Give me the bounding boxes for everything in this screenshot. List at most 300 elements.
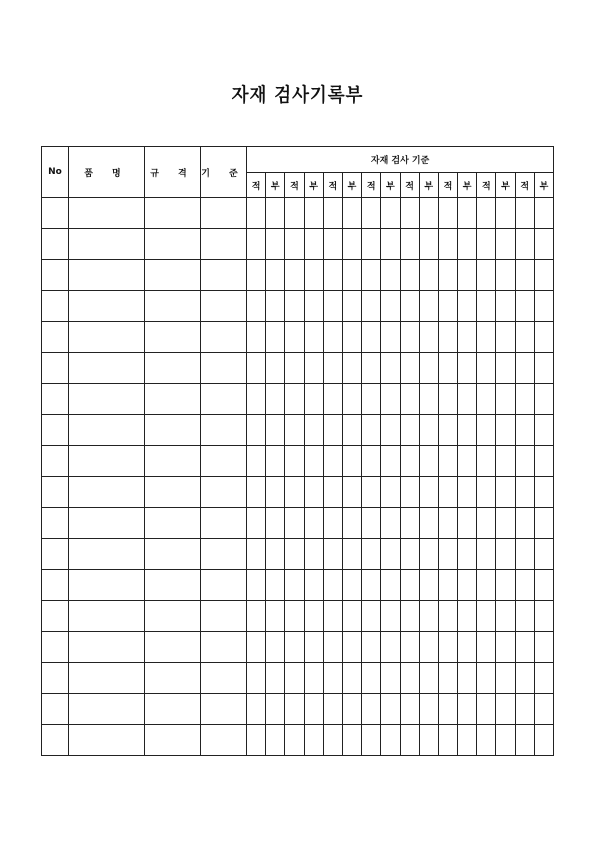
table-cell[interactable]	[42, 384, 69, 415]
table-cell[interactable]	[304, 570, 323, 601]
table-cell[interactable]	[285, 725, 304, 756]
table-cell[interactable]	[400, 353, 419, 384]
table-cell[interactable]	[477, 260, 496, 291]
table-cell[interactable]	[515, 694, 534, 725]
table-cell[interactable]	[323, 198, 342, 229]
table-cell[interactable]	[304, 446, 323, 477]
table-cell[interactable]	[323, 322, 342, 353]
table-cell[interactable]	[342, 663, 361, 694]
table-cell[interactable]	[381, 570, 400, 601]
table-cell[interactable]	[247, 291, 266, 322]
table-cell[interactable]	[201, 384, 247, 415]
table-cell[interactable]	[42, 601, 69, 632]
table-cell[interactable]	[477, 229, 496, 260]
table-cell[interactable]	[201, 694, 247, 725]
table-cell[interactable]	[400, 446, 419, 477]
table-cell[interactable]	[266, 291, 285, 322]
table-cell[interactable]	[69, 477, 145, 508]
table-cell[interactable]	[458, 570, 477, 601]
table-cell[interactable]	[362, 291, 381, 322]
table-cell[interactable]	[477, 508, 496, 539]
table-cell[interactable]	[285, 694, 304, 725]
table-cell[interactable]	[201, 601, 247, 632]
table-cell[interactable]	[515, 291, 534, 322]
table-cell[interactable]	[419, 632, 438, 663]
table-cell[interactable]	[496, 632, 515, 663]
table-cell[interactable]	[381, 446, 400, 477]
table-cell[interactable]	[42, 322, 69, 353]
table-cell[interactable]	[438, 446, 457, 477]
table-cell[interactable]	[381, 384, 400, 415]
table-cell[interactable]	[419, 415, 438, 446]
table-cell[interactable]	[400, 725, 419, 756]
table-cell[interactable]	[201, 322, 247, 353]
table-cell[interactable]	[304, 663, 323, 694]
table-cell[interactable]	[458, 539, 477, 570]
table-cell[interactable]	[145, 291, 201, 322]
table-cell[interactable]	[496, 570, 515, 601]
table-cell[interactable]	[201, 353, 247, 384]
table-cell[interactable]	[285, 291, 304, 322]
table-cell[interactable]	[438, 198, 457, 229]
table-cell[interactable]	[201, 229, 247, 260]
table-cell[interactable]	[304, 601, 323, 632]
table-cell[interactable]	[247, 415, 266, 446]
table-cell[interactable]	[419, 446, 438, 477]
table-cell[interactable]	[145, 570, 201, 601]
table-cell[interactable]	[285, 415, 304, 446]
table-cell[interactable]	[266, 322, 285, 353]
table-cell[interactable]	[381, 601, 400, 632]
table-cell[interactable]	[342, 198, 361, 229]
table-cell[interactable]	[247, 198, 266, 229]
table-cell[interactable]	[362, 632, 381, 663]
table-cell[interactable]	[304, 229, 323, 260]
table-cell[interactable]	[342, 539, 361, 570]
table-cell[interactable]	[400, 601, 419, 632]
table-cell[interactable]	[515, 384, 534, 415]
table-cell[interactable]	[69, 601, 145, 632]
table-cell[interactable]	[477, 663, 496, 694]
table-cell[interactable]	[496, 384, 515, 415]
table-cell[interactable]	[496, 322, 515, 353]
table-cell[interactable]	[145, 508, 201, 539]
table-cell[interactable]	[266, 198, 285, 229]
table-cell[interactable]	[323, 570, 342, 601]
table-cell[interactable]	[438, 663, 457, 694]
table-cell[interactable]	[247, 694, 266, 725]
table-cell[interactable]	[496, 663, 515, 694]
table-cell[interactable]	[342, 632, 361, 663]
table-cell[interactable]	[381, 694, 400, 725]
table-cell[interactable]	[342, 291, 361, 322]
table-cell[interactable]	[438, 632, 457, 663]
table-cell[interactable]	[458, 477, 477, 508]
table-cell[interactable]	[534, 322, 553, 353]
table-cell[interactable]	[266, 353, 285, 384]
table-cell[interactable]	[304, 477, 323, 508]
table-cell[interactable]	[323, 663, 342, 694]
table-cell[interactable]	[69, 229, 145, 260]
table-cell[interactable]	[304, 353, 323, 384]
table-cell[interactable]	[342, 322, 361, 353]
table-cell[interactable]	[285, 477, 304, 508]
table-cell[interactable]	[458, 601, 477, 632]
table-cell[interactable]	[515, 446, 534, 477]
table-cell[interactable]	[458, 384, 477, 415]
table-cell[interactable]	[285, 539, 304, 570]
table-cell[interactable]	[201, 291, 247, 322]
table-cell[interactable]	[42, 477, 69, 508]
table-cell[interactable]	[534, 198, 553, 229]
table-cell[interactable]	[362, 570, 381, 601]
table-cell[interactable]	[496, 229, 515, 260]
table-cell[interactable]	[247, 384, 266, 415]
table-cell[interactable]	[419, 322, 438, 353]
table-cell[interactable]	[69, 694, 145, 725]
table-cell[interactable]	[145, 353, 201, 384]
table-cell[interactable]	[438, 229, 457, 260]
table-cell[interactable]	[419, 291, 438, 322]
table-cell[interactable]	[496, 694, 515, 725]
table-cell[interactable]	[145, 725, 201, 756]
table-cell[interactable]	[42, 229, 69, 260]
table-cell[interactable]	[438, 725, 457, 756]
table-cell[interactable]	[145, 663, 201, 694]
table-cell[interactable]	[201, 508, 247, 539]
table-cell[interactable]	[304, 384, 323, 415]
table-cell[interactable]	[266, 539, 285, 570]
table-cell[interactable]	[362, 539, 381, 570]
table-cell[interactable]	[438, 539, 457, 570]
table-cell[interactable]	[534, 353, 553, 384]
table-cell[interactable]	[419, 229, 438, 260]
table-cell[interactable]	[458, 415, 477, 446]
table-cell[interactable]	[362, 508, 381, 539]
table-cell[interactable]	[145, 632, 201, 663]
table-cell[interactable]	[342, 725, 361, 756]
table-cell[interactable]	[247, 260, 266, 291]
table-cell[interactable]	[381, 291, 400, 322]
table-cell[interactable]	[342, 353, 361, 384]
table-cell[interactable]	[285, 446, 304, 477]
table-cell[interactable]	[362, 415, 381, 446]
table-cell[interactable]	[42, 694, 69, 725]
table-cell[interactable]	[247, 353, 266, 384]
table-cell[interactable]	[496, 415, 515, 446]
table-cell[interactable]	[458, 291, 477, 322]
table-cell[interactable]	[400, 694, 419, 725]
table-cell[interactable]	[438, 415, 457, 446]
table-cell[interactable]	[477, 601, 496, 632]
table-cell[interactable]	[362, 477, 381, 508]
table-cell[interactable]	[266, 446, 285, 477]
table-cell[interactable]	[145, 694, 201, 725]
table-cell[interactable]	[285, 508, 304, 539]
table-cell[interactable]	[247, 508, 266, 539]
table-cell[interactable]	[69, 663, 145, 694]
table-cell[interactable]	[477, 725, 496, 756]
table-cell[interactable]	[247, 322, 266, 353]
table-cell[interactable]	[515, 229, 534, 260]
table-cell[interactable]	[266, 725, 285, 756]
table-cell[interactable]	[458, 446, 477, 477]
table-cell[interactable]	[496, 725, 515, 756]
table-cell[interactable]	[496, 260, 515, 291]
table-cell[interactable]	[266, 229, 285, 260]
table-cell[interactable]	[534, 539, 553, 570]
table-cell[interactable]	[496, 291, 515, 322]
table-cell[interactable]	[285, 663, 304, 694]
table-cell[interactable]	[145, 601, 201, 632]
table-cell[interactable]	[247, 663, 266, 694]
table-cell[interactable]	[69, 353, 145, 384]
table-cell[interactable]	[515, 539, 534, 570]
table-cell[interactable]	[458, 508, 477, 539]
table-cell[interactable]	[477, 291, 496, 322]
table-cell[interactable]	[534, 229, 553, 260]
table-cell[interactable]	[342, 229, 361, 260]
table-cell[interactable]	[400, 291, 419, 322]
table-cell[interactable]	[381, 229, 400, 260]
table-cell[interactable]	[362, 601, 381, 632]
table-cell[interactable]	[362, 725, 381, 756]
table-cell[interactable]	[458, 353, 477, 384]
table-cell[interactable]	[477, 384, 496, 415]
table-cell[interactable]	[201, 663, 247, 694]
table-cell[interactable]	[201, 570, 247, 601]
table-cell[interactable]	[285, 570, 304, 601]
table-cell[interactable]	[438, 570, 457, 601]
table-cell[interactable]	[145, 229, 201, 260]
table-cell[interactable]	[266, 663, 285, 694]
table-cell[interactable]	[342, 477, 361, 508]
table-cell[interactable]	[515, 322, 534, 353]
table-cell[interactable]	[42, 570, 69, 601]
table-cell[interactable]	[247, 446, 266, 477]
table-cell[interactable]	[458, 198, 477, 229]
table-cell[interactable]	[285, 632, 304, 663]
table-cell[interactable]	[419, 570, 438, 601]
table-cell[interactable]	[304, 725, 323, 756]
table-cell[interactable]	[419, 477, 438, 508]
table-cell[interactable]	[534, 384, 553, 415]
table-cell[interactable]	[323, 415, 342, 446]
table-cell[interactable]	[458, 632, 477, 663]
table-cell[interactable]	[419, 725, 438, 756]
table-cell[interactable]	[42, 260, 69, 291]
table-cell[interactable]	[534, 415, 553, 446]
table-cell[interactable]	[381, 508, 400, 539]
table-cell[interactable]	[323, 446, 342, 477]
table-cell[interactable]	[323, 229, 342, 260]
table-cell[interactable]	[400, 198, 419, 229]
table-cell[interactable]	[201, 477, 247, 508]
table-cell[interactable]	[534, 570, 553, 601]
table-cell[interactable]	[381, 353, 400, 384]
table-cell[interactable]	[266, 632, 285, 663]
table-cell[interactable]	[496, 477, 515, 508]
table-cell[interactable]	[381, 322, 400, 353]
table-cell[interactable]	[69, 539, 145, 570]
table-cell[interactable]	[342, 601, 361, 632]
table-cell[interactable]	[42, 415, 69, 446]
table-cell[interactable]	[381, 415, 400, 446]
table-cell[interactable]	[323, 601, 342, 632]
table-cell[interactable]	[266, 384, 285, 415]
table-cell[interactable]	[477, 353, 496, 384]
table-cell[interactable]	[145, 260, 201, 291]
table-cell[interactable]	[381, 663, 400, 694]
table-cell[interactable]	[477, 198, 496, 229]
table-cell[interactable]	[534, 694, 553, 725]
table-cell[interactable]	[400, 663, 419, 694]
table-cell[interactable]	[515, 260, 534, 291]
table-cell[interactable]	[496, 198, 515, 229]
table-cell[interactable]	[42, 198, 69, 229]
table-cell[interactable]	[69, 632, 145, 663]
table-cell[interactable]	[69, 291, 145, 322]
table-cell[interactable]	[438, 601, 457, 632]
table-cell[interactable]	[42, 539, 69, 570]
table-cell[interactable]	[201, 260, 247, 291]
table-cell[interactable]	[458, 229, 477, 260]
table-cell[interactable]	[145, 539, 201, 570]
table-cell[interactable]	[247, 632, 266, 663]
table-cell[interactable]	[285, 601, 304, 632]
table-cell[interactable]	[145, 446, 201, 477]
table-cell[interactable]	[458, 725, 477, 756]
table-cell[interactable]	[477, 539, 496, 570]
table-cell[interactable]	[323, 353, 342, 384]
table-cell[interactable]	[285, 198, 304, 229]
table-cell[interactable]	[323, 260, 342, 291]
table-cell[interactable]	[400, 260, 419, 291]
table-cell[interactable]	[438, 291, 457, 322]
table-cell[interactable]	[42, 725, 69, 756]
table-cell[interactable]	[42, 508, 69, 539]
table-cell[interactable]	[247, 570, 266, 601]
table-cell[interactable]	[496, 601, 515, 632]
table-cell[interactable]	[201, 632, 247, 663]
table-cell[interactable]	[266, 260, 285, 291]
table-cell[interactable]	[515, 415, 534, 446]
table-cell[interactable]	[534, 725, 553, 756]
table-cell[interactable]	[515, 198, 534, 229]
table-cell[interactable]	[534, 601, 553, 632]
table-cell[interactable]	[438, 353, 457, 384]
table-cell[interactable]	[304, 415, 323, 446]
table-cell[interactable]	[342, 415, 361, 446]
table-cell[interactable]	[381, 260, 400, 291]
table-cell[interactable]	[477, 322, 496, 353]
table-cell[interactable]	[400, 322, 419, 353]
table-cell[interactable]	[419, 198, 438, 229]
table-cell[interactable]	[534, 632, 553, 663]
table-cell[interactable]	[69, 384, 145, 415]
table-cell[interactable]	[145, 384, 201, 415]
table-cell[interactable]	[400, 539, 419, 570]
table-cell[interactable]	[42, 663, 69, 694]
table-cell[interactable]	[247, 725, 266, 756]
table-cell[interactable]	[534, 260, 553, 291]
table-cell[interactable]	[400, 384, 419, 415]
table-cell[interactable]	[534, 446, 553, 477]
table-cell[interactable]	[69, 198, 145, 229]
table-cell[interactable]	[496, 353, 515, 384]
table-cell[interactable]	[515, 353, 534, 384]
table-cell[interactable]	[515, 725, 534, 756]
table-cell[interactable]	[304, 322, 323, 353]
table-cell[interactable]	[419, 539, 438, 570]
table-cell[interactable]	[362, 322, 381, 353]
table-cell[interactable]	[145, 477, 201, 508]
table-cell[interactable]	[42, 446, 69, 477]
table-cell[interactable]	[266, 508, 285, 539]
table-cell[interactable]	[362, 198, 381, 229]
table-cell[interactable]	[304, 508, 323, 539]
table-cell[interactable]	[247, 477, 266, 508]
table-cell[interactable]	[69, 508, 145, 539]
table-cell[interactable]	[69, 446, 145, 477]
table-cell[interactable]	[304, 291, 323, 322]
table-cell[interactable]	[381, 725, 400, 756]
table-cell[interactable]	[342, 260, 361, 291]
table-cell[interactable]	[285, 322, 304, 353]
table-cell[interactable]	[285, 260, 304, 291]
table-cell[interactable]	[69, 725, 145, 756]
table-cell[interactable]	[400, 632, 419, 663]
table-cell[interactable]	[534, 477, 553, 508]
table-cell[interactable]	[266, 415, 285, 446]
table-cell[interactable]	[515, 477, 534, 508]
table-cell[interactable]	[342, 570, 361, 601]
table-cell[interactable]	[362, 694, 381, 725]
table-cell[interactable]	[285, 229, 304, 260]
table-cell[interactable]	[438, 477, 457, 508]
table-cell[interactable]	[477, 632, 496, 663]
table-cell[interactable]	[438, 384, 457, 415]
table-cell[interactable]	[342, 694, 361, 725]
table-cell[interactable]	[304, 260, 323, 291]
table-cell[interactable]	[400, 229, 419, 260]
table-cell[interactable]	[362, 260, 381, 291]
table-cell[interactable]	[381, 539, 400, 570]
table-cell[interactable]	[515, 601, 534, 632]
table-cell[interactable]	[342, 446, 361, 477]
table-cell[interactable]	[419, 260, 438, 291]
table-cell[interactable]	[323, 632, 342, 663]
table-cell[interactable]	[304, 632, 323, 663]
table-cell[interactable]	[145, 415, 201, 446]
table-cell[interactable]	[419, 508, 438, 539]
table-cell[interactable]	[362, 229, 381, 260]
table-cell[interactable]	[419, 384, 438, 415]
table-cell[interactable]	[381, 477, 400, 508]
table-cell[interactable]	[534, 663, 553, 694]
table-cell[interactable]	[201, 725, 247, 756]
table-cell[interactable]	[342, 508, 361, 539]
table-cell[interactable]	[381, 632, 400, 663]
table-cell[interactable]	[477, 477, 496, 508]
table-cell[interactable]	[419, 663, 438, 694]
table-cell[interactable]	[201, 198, 247, 229]
table-cell[interactable]	[419, 353, 438, 384]
table-cell[interactable]	[496, 446, 515, 477]
table-cell[interactable]	[400, 508, 419, 539]
table-cell[interactable]	[458, 663, 477, 694]
table-cell[interactable]	[266, 694, 285, 725]
